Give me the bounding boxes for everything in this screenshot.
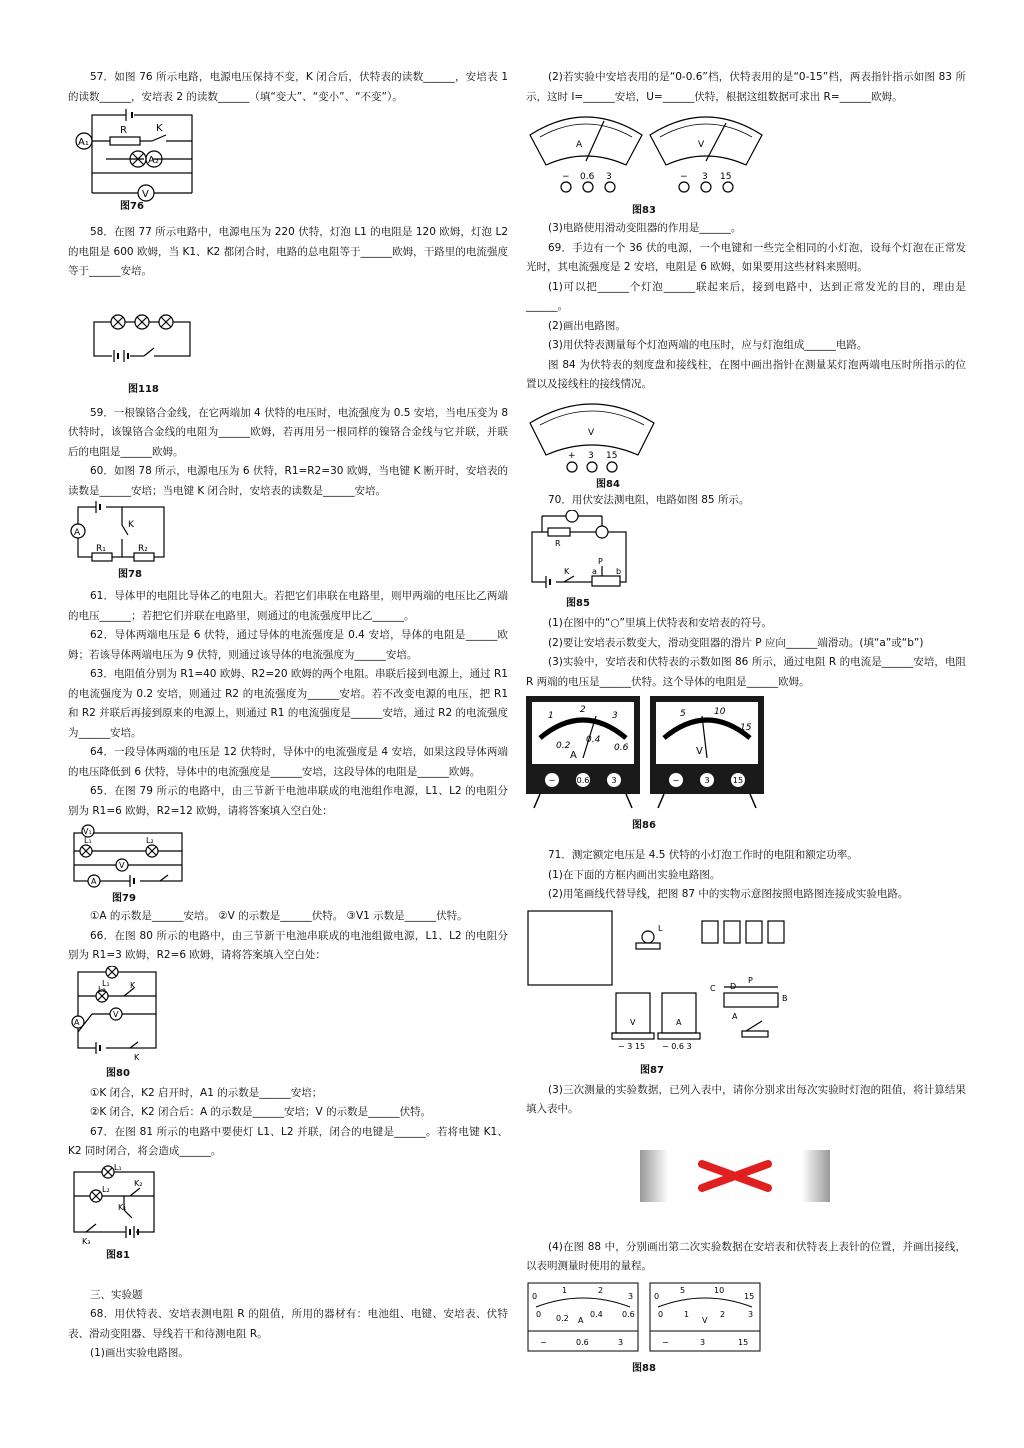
- section-3-heading: 三、实验题: [90, 1288, 143, 1301]
- fig86-amm-scale-06: 0.6: [614, 743, 629, 753]
- fig79-label-l2: L₂: [146, 836, 154, 845]
- fig76-label-k: K: [156, 123, 163, 134]
- fig84-letter: V: [588, 427, 595, 438]
- fig86-volt-term-neg: −: [672, 776, 680, 785]
- question-68: 68．用伏特表、安培表测电阻 R 的阻值，所用的器材有：电池组、电键、安培表、伏特表、滑动变阻器、导线若干和待测电阻 R。: [68, 1308, 508, 1340]
- fig88-volt-top-5: 5: [680, 1285, 686, 1295]
- fig88-amm-bottom-02: 0.2: [556, 1313, 569, 1323]
- fig79-label-l1: L₁: [84, 836, 92, 845]
- question-68-part-1: (1)画出实验电路图。: [90, 1347, 189, 1359]
- question-70: 70．用伏安法测电阻，电路如图 85 所示。: [548, 493, 750, 506]
- fig88-volt-top-15: 15: [744, 1291, 755, 1301]
- fig88-volt-bottom-1: 1: [684, 1309, 690, 1319]
- question-70-part-1: (1)在图中的“○”里填上伏特表和安培表的符号。: [548, 617, 772, 629]
- fig88-amm-top-2: 2: [598, 1285, 604, 1295]
- circuit-85-diagram: [526, 510, 636, 596]
- fig83-ammeter-term-3: 3: [606, 172, 612, 182]
- fig86-volt-scale-5: 5: [680, 709, 686, 719]
- figure-79-caption: 图79: [112, 893, 136, 904]
- fig80-label-a: A: [74, 1017, 80, 1027]
- fig87-v-terms: − 3 15: [618, 1041, 646, 1051]
- fig78-label-r1: R₁: [96, 544, 106, 554]
- question-69-part-2: (2)画出电路图。: [548, 319, 626, 332]
- figure-78-caption: 图78: [118, 569, 142, 580]
- left-column: [68, 68, 508, 1364]
- question-59: 59．一根镍铬合金线，在它两端加 4 伏特的电压时，电流强度为 0.5 安培，当电压变为 8 伏特时，该镍铬合金线的电阻为______欧姆，若再用另一根同样的镍铬合金线与它并联，并联后的电阻是______欧姆。: [68, 406, 508, 458]
- fig87-a-terms: − 0.6 3: [662, 1041, 692, 1051]
- figure-83-caption: 图83: [632, 205, 656, 216]
- figure-84: [526, 395, 966, 491]
- fig86-amm-scale-04: 0.4: [586, 735, 601, 745]
- question-69: 69．手边有一个 36 伏的电源，一个电键和一些完全相同的小灯泡，设每个灯泡在正常发光时，其电流强度是 2 安培，电阻是 6 欧姆，如果要用这些材料来照明。: [526, 241, 966, 273]
- question-67: 67．在图 81 所示的电路中要使灯 L1、L2 并联，闭合的电键是______。若将电键 K1、K2 同时闭合，将会造成______。: [68, 1125, 508, 1157]
- fig79-label-v: V: [119, 861, 125, 870]
- figure-83: [526, 107, 966, 219]
- right-column: [526, 68, 966, 1377]
- question-69-part-1: (1)可以把______个灯泡______联起来后，接到电路中，达到正常发光的目的，理由是______。: [526, 280, 966, 312]
- fig85-label-a: a: [592, 567, 597, 576]
- fig86-volt-term-3: 3: [704, 776, 710, 785]
- fig88-volt-bottom-3: 3: [748, 1309, 754, 1319]
- question-62: 62．导体两端电压是 6 伏特，通过导体的电流强度是 0.4 安培，导体的电阻是______欧姆；若该导体两端电压为 9 伏特，则通过该导体的电流强度为______安培。: [68, 629, 508, 661]
- fig83-ammeter-term-06: 0.6: [580, 172, 595, 182]
- figure-118-caption: 图118: [128, 383, 159, 395]
- broken-image-placeholder: [526, 1120, 966, 1230]
- fig80-label-k-bottom: K: [134, 1052, 140, 1062]
- circuit-81-diagram: [68, 1162, 168, 1254]
- fig87-label-l: L: [658, 923, 663, 933]
- circuit-79-diagram: [68, 821, 198, 893]
- fig80-label-v: V: [113, 1009, 119, 1019]
- figure-84-voltmeter: [526, 395, 666, 475]
- fig78-label-r2: R₂: [138, 544, 148, 554]
- fig88-amm-top-1: 1: [562, 1285, 568, 1295]
- question-66-answer-1: ①K 闭合，K2 启开时，A1 的示数是______安培；: [90, 1086, 323, 1099]
- fig81-label-k1: K₁: [118, 1202, 127, 1212]
- fig88-volt-top-0: 0: [654, 1291, 660, 1301]
- figure-80-caption: 图80: [106, 1067, 130, 1079]
- figure-86-caption: 图86: [632, 820, 656, 831]
- fig79-label-v1: V₁: [83, 827, 92, 836]
- figure-88-meters: [526, 1281, 776, 1355]
- question-60: 60．如图 78 所示，电源电压为 6 伏特，R1=R2=30 欧姆，当电键 K 断开时，安培表的读数是______安培；当电键 K 闭合时，安培表的读数是______安培。: [68, 465, 508, 497]
- fig84-term-15: 15: [606, 450, 618, 461]
- fig88-amm-top-0: 0: [532, 1291, 538, 1301]
- fig81-label-l2: L₂: [102, 1184, 110, 1194]
- question-63: 63．电阻值分别为 R1=40 欧姆、R2=20 欧姆的两个电阻。串联后接到电源上，通过 R1 的电流强度为 0.2 安培，则通过 R2 的电流强度为______安培。若不改变电源的电压，把 R1 和 R2 并联后再接到原来的电源上，则通过 R1 的电流强度是______安培，通过 R2 的电流强度为______安培。: [68, 668, 508, 739]
- fig87-label-b: B: [782, 993, 788, 1003]
- fig86-amm-term-06: 0.6: [576, 776, 590, 785]
- fig88-amm-bottom-0: 0: [536, 1309, 542, 1319]
- fig88-volt-term-3: 3: [700, 1337, 706, 1347]
- fig86-amm-scale-02: 0.2: [556, 741, 571, 751]
- answer-box[interactable]: [528, 911, 612, 985]
- fig88-volt-bottom-0: 0: [658, 1309, 664, 1319]
- question-69-part-4: 图 84 为伏特表的刻度盘和接线柱，在图中画出指针在测量某灯泡两端电压时所指示的位置以及接线柱的接线情况。: [526, 358, 966, 390]
- question-70-part-2: (2)要让安培表示数变大，滑动变阻器的滑片 P 应向______端滑动。(填“a”或“b”): [548, 636, 924, 649]
- fig83-voltmeter-term-neg: −: [680, 172, 688, 182]
- fig87-voltmeter-letter: V: [630, 1017, 636, 1027]
- fig88-volt-term-neg: −: [662, 1337, 669, 1347]
- fig87-label-c: C: [710, 983, 716, 993]
- fig81-label-l1: L₁: [114, 1162, 122, 1172]
- question-68-part-2: (2)若实验中安培表用的是“0-0.6”档，伏特表用的是“0-15”档，两表指针指示如图 83 所示，这时 I=______安培，U=______伏特，根据这组数据可求出 R=______欧姆。: [526, 71, 966, 103]
- question-68-part-3: (3)电路使用滑动变阻器的作用是______。: [548, 222, 742, 234]
- figure-83-meters: [526, 107, 786, 199]
- fig86-amm-term-3: 3: [611, 776, 617, 785]
- fig86-amm-letter: A: [570, 750, 577, 761]
- question-71-part-2: (2)用笔画线代替导线，把图 87 中的实物示意图按照电路图连接成实验电路。: [548, 888, 909, 900]
- fig83-voltmeter-letter: V: [698, 140, 705, 150]
- fig80-label-l2: L₂: [98, 984, 106, 994]
- figure-76: [68, 107, 508, 215]
- fig83-voltmeter-term-3: 3: [702, 172, 708, 182]
- fig85-label-b: b: [616, 567, 622, 576]
- question-66-answer-2: ②K 闭合，K2 闭合后：A 的示数是______安培；V 的示数是______伏特。: [90, 1106, 432, 1118]
- fig88-volt-letter: V: [702, 1315, 708, 1325]
- fig76-label-a2: A₂: [148, 155, 159, 166]
- fig85-label-p: P: [598, 557, 603, 566]
- fig87-label-d: D: [730, 981, 737, 991]
- fig83-ammeter-letter: A: [576, 140, 583, 150]
- fig86-amm-scale-2: 2: [580, 705, 586, 715]
- fig88-amm-bottom-06: 0.6: [622, 1309, 635, 1319]
- question-64: 64．一段导体两端的电压是 12 伏特时，导体中的电流强度是 4 安培，如果这段导体两端的电压降低到 6 伏特，导体中的电流强度是______安培，这段导体的电阻是______欧姆。: [68, 746, 508, 778]
- fig86-volt-scale-10: 10: [714, 707, 726, 717]
- fig88-volt-bottom-2: 2: [720, 1309, 726, 1319]
- figure-81: [68, 1162, 508, 1272]
- figure-118: [68, 282, 508, 404]
- fig85-label-k: K: [564, 567, 570, 576]
- figure-87-apparatus: [526, 909, 826, 1065]
- fig88-amm-term-3: 3: [618, 1337, 624, 1347]
- fig86-amm-term-neg: −: [548, 776, 556, 785]
- fig83-voltmeter-term-15: 15: [720, 172, 732, 182]
- question-69-part-3: (3)用伏特表测量每个灯泡两端的电压时，应与灯泡组成______电路。: [548, 339, 868, 351]
- figure-84-caption: 图84: [596, 478, 620, 490]
- fig88-amm-term-06: 0.6: [576, 1337, 589, 1347]
- fig86-volt-term-15: 15: [732, 776, 744, 785]
- fig86-amm-scale-3: 3: [612, 711, 618, 721]
- fig88-amm-letter: A: [578, 1315, 584, 1325]
- fig88-amm-bottom-04: 0.4: [590, 1309, 603, 1319]
- fig87-ammeter-letter: A: [676, 1017, 682, 1027]
- fig76-label-v: V: [142, 189, 149, 200]
- fig76-label-a1: A₁: [78, 137, 89, 148]
- question-71: 71．测定额定电压是 4.5 伏特的小灯泡工作时的电阻和额定功率。: [548, 849, 858, 861]
- circuit-80-diagram: [68, 966, 168, 1066]
- fig84-term-plus: +: [568, 450, 576, 461]
- figure-81-caption: 图81: [106, 1249, 130, 1261]
- fig84-term-3: 3: [588, 450, 594, 461]
- figure-86-meters: [526, 696, 766, 810]
- fig78-label-a: A: [74, 528, 81, 538]
- figure-80: [68, 966, 508, 1084]
- question-65: 65．在图 79 所示的电路中，由三节新干电池串联成的电池组作电源，L1、L2 的电阻分别为 R1=6 欧姆，R2=12 欧姆，请将答案填入空白处：: [68, 785, 508, 817]
- question-61: 61．导体甲的电阻比导体乙的电阻大。若把它们串联在电路里，则甲两端的电压比乙两端的电压______；若把它们并联在电路里，则通过的电流强度甲比乙______。: [68, 590, 508, 622]
- figure-85-caption: 图85: [566, 598, 590, 609]
- fig88-volt-top-10: 10: [714, 1285, 725, 1295]
- figure-88: [526, 1281, 966, 1377]
- fig79-label-a: A: [91, 877, 97, 886]
- fig80-label-k-top: K: [130, 980, 136, 990]
- fig88-amm-top-3: 3: [628, 1291, 634, 1301]
- fig86-volt-scale-15: 15: [740, 723, 752, 733]
- fig86-volt-letter: V: [696, 746, 703, 757]
- fig86-amm-scale-1: 1: [548, 711, 554, 721]
- fig80-label-l1: L₁: [102, 978, 110, 988]
- question-71-part-3: (3)三次测量的实验数据，已列入表中，请你分别求出每次实验时灯泡的阻值，将计算结果填入表中。: [526, 1083, 966, 1115]
- figure-76-caption: 图76: [120, 201, 144, 212]
- figure-87-caption: 图87: [640, 1064, 664, 1076]
- question-58: 58．在图 77 所示电路中，电源电压为 220 伏特，灯泡 L1 的电阻是 120 欧姆，灯泡 L2 的电阻是 600 欧姆，当 K1、K2 都闭合时，电路的总电阻等于______欧姆，干路里的电流强度等于______安培。: [68, 226, 508, 277]
- question-71-part-4: (4)在图 88 中，分别画出第二次实验数据在安培表和伏特表上表针的位置，并画出接线，以表明测量时使用的量程。: [526, 1240, 966, 1272]
- figure-87: [526, 909, 966, 1081]
- fig88-amm-term-neg: −: [540, 1337, 547, 1347]
- fig87-label-a: A: [732, 1011, 738, 1021]
- fig76-label-r: R: [120, 125, 127, 136]
- fig81-label-k3: K₃: [82, 1236, 91, 1246]
- fig87-label-p: P: [748, 975, 753, 985]
- figure-78: [68, 501, 508, 587]
- figure-85: [526, 510, 966, 614]
- question-70-part-3: (3)实验中，安培表和伏特表的示数如图 86 所示，通过电阻 R 的电流是______安培，电阻 R 两端的电压是______伏特。这个导体的电阻是______欧姆。: [526, 656, 966, 688]
- question-71-part-1: (1)在下面的方框内画出实验电路图。: [548, 868, 721, 881]
- question-57: 57．如图 76 所示电路，电源电压保持不变，K 闭合后，伏特表的读数______，安培表 1 的读数______，安培表 2 的读数______（填“变大”、“变小”、“不变”）。: [68, 71, 508, 103]
- fig78-label-k: K: [128, 520, 134, 530]
- figure-88-caption: 图88: [632, 1362, 656, 1374]
- figure-79: [68, 821, 508, 907]
- fig81-label-k2: K₂: [134, 1178, 143, 1188]
- question-65-answers: ①A 的示数是______安培。 ②V 的示数是______伏特。 ③V1 示数是______伏特。: [90, 910, 468, 922]
- question-66: 66．在图 80 所示的电路中，由三节新干电池串联成的电池组做电源，L1、L2 的电阻分别为 R1=3 欧姆，R2=6 欧姆，请将答案填入空白处：: [68, 929, 508, 961]
- circuit-78-diagram: [68, 501, 178, 571]
- figure-86: [526, 696, 966, 846]
- fig85-label-r: R: [555, 539, 561, 548]
- broken-image-icon: [640, 1150, 830, 1202]
- fig88-volt-term-15: 15: [738, 1337, 749, 1347]
- fig83-ammeter-term-neg: −: [562, 172, 570, 182]
